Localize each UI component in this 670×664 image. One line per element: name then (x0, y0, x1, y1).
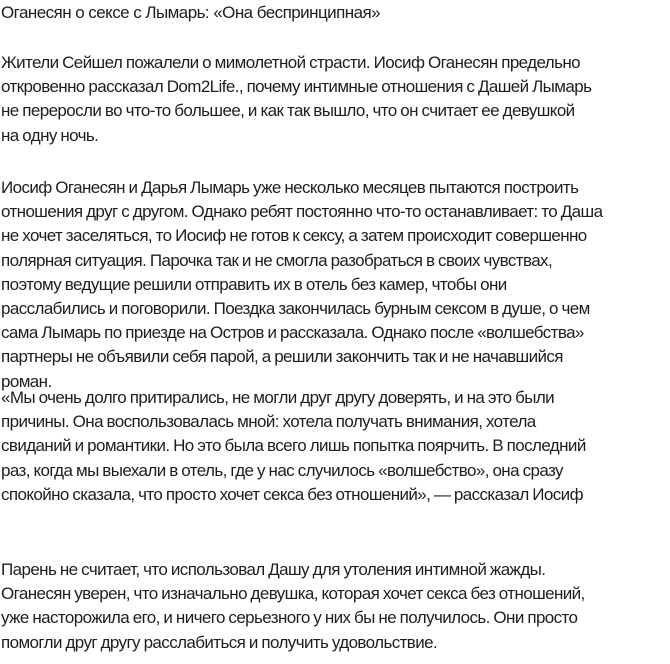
article-title: Оганесян о сексе с Лымарь: «Она беспринципная» (1, 3, 381, 22)
text-line: Жители Сейшел пожалели о мимолетной страсти. Иосиф Оганесян предельно (1, 53, 580, 72)
text-line: сама Лымарь по приезде на Остров и рассказала. Однако после «волшебства» (1, 323, 584, 343)
text-line: партнеры не объявили себя парой, а решили закончить так и не начавшийся (1, 347, 563, 367)
paragraph-conclusion (1, 558, 585, 655)
text-line: полярная ситуация. Парочка так и не смогла разобраться в своих чувствах, (1, 250, 553, 270)
text-line: расслабились и поговорили. Поездка закончилась бурным сексом в душе, о чем (1, 299, 590, 319)
text-line: поэтому ведущие решили отправить их в отель без камер, чтобы они (1, 274, 507, 294)
text-line: уже насторожила его, и ничего серьезного у них бы не получилось. Они просто (1, 608, 578, 628)
text-line: «Мы очень долго притирались, не могли друг другу доверять, и на это были (1, 388, 555, 407)
text-line: не переросли во что-то большее, и как так вышло, что он считает ее девушкой (1, 101, 575, 121)
text-line: помогли друг другу расслабиться и получить удовольствие. (1, 632, 438, 652)
text-line: на одну ночь. (1, 125, 99, 145)
text-line: причины. Она воспользовалась мной: хотела получать внимания, хотела (1, 412, 536, 432)
paragraph-quote (1, 386, 586, 507)
text-line: не хочет заселяться, то Иосиф не готов к сексу, а затем происходит совершенно (1, 226, 587, 246)
text-line: Оганесян уверен, что изначально девушка, которая хочет секса без отношений, (1, 584, 585, 604)
article (1, 0, 670, 652)
paragraph-background (1, 176, 602, 394)
text-line: свиданий и романтики. Но это была всего лишь попытка поярчить. В последний (1, 436, 586, 456)
text-line: Парень не считает, что использовал Дашу для утоления интимной жажды. (1, 560, 546, 579)
text-line: Иосиф Оганесян и Дарья Лымарь уже несколько месяцев пытаются построить (1, 178, 579, 197)
text-line: раз, когда мы выехали в отель, где у нас случилось «волшебство», она сразу (1, 460, 563, 480)
text-line: отношения друг с другом. Однако ребят постоянно что-то останавливает: то Даша (1, 202, 603, 222)
text-line: откровенно рассказал Dom2Life., почему интимные отношения с Дашей Лымарь (1, 77, 592, 97)
paragraph-intro (1, 51, 591, 148)
text-line: спокойно сказала, что просто хочет секса без отношений», — рассказал Иосиф (1, 484, 583, 504)
text-line: роман. (1, 371, 52, 391)
